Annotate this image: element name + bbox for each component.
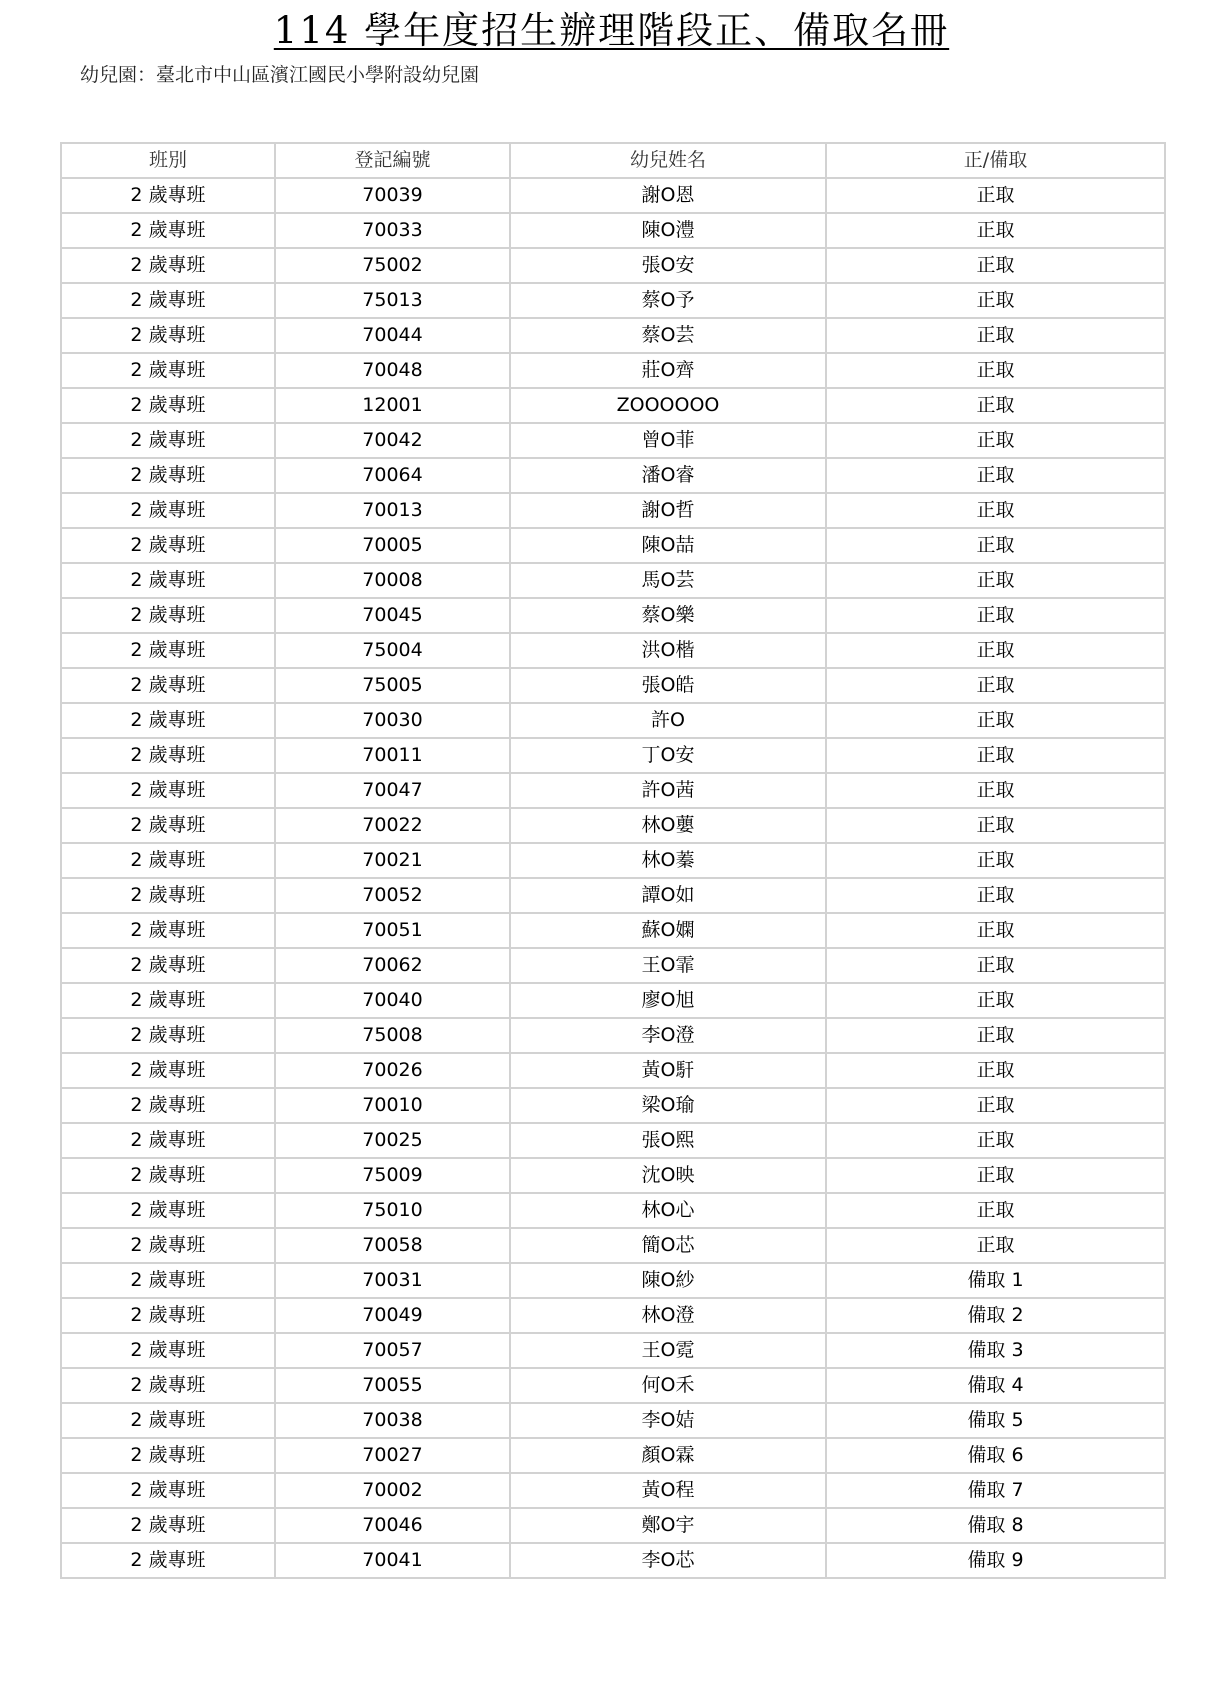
cell-child-name: 蔡O芸 — [510, 318, 826, 353]
cell-class: 2 歲專班 — [61, 1473, 275, 1508]
cell-admission-status: 正取 — [826, 318, 1165, 353]
cell-class: 2 歲專班 — [61, 1053, 275, 1088]
cell-class: 2 歲專班 — [61, 178, 275, 213]
cell-admission-status: 正取 — [826, 773, 1165, 808]
cell-class: 2 歲專班 — [61, 1368, 275, 1403]
table-row — [61, 458, 1165, 493]
cell-child-name: 洪O楷 — [510, 633, 826, 668]
table-row — [61, 388, 1165, 423]
cell-admission-status: 正取 — [826, 563, 1165, 598]
cell-registration-number: 70057 — [275, 1333, 510, 1368]
cell-child-name: 潘O睿 — [510, 458, 826, 493]
cell-registration-number: 70042 — [275, 423, 510, 458]
cell-child-name: 謝O哲 — [510, 493, 826, 528]
cell-registration-number: 70011 — [275, 738, 510, 773]
table-row — [61, 493, 1165, 528]
cell-child-name: 黃O程 — [510, 1473, 826, 1508]
cell-child-name: 何O禾 — [510, 1368, 826, 1403]
table-row — [61, 668, 1165, 703]
cell-registration-number: 70022 — [275, 808, 510, 843]
cell-registration-number: 70021 — [275, 843, 510, 878]
cell-admission-status: 正取 — [826, 703, 1165, 738]
table-row — [61, 808, 1165, 843]
cell-child-name: 譚O如 — [510, 878, 826, 913]
cell-admission-status: 正取 — [826, 1193, 1165, 1228]
cell-class: 2 歲專班 — [61, 1333, 275, 1368]
cell-admission-status: 備取 3 — [826, 1333, 1165, 1368]
cell-child-name: 蘇O嫻 — [510, 913, 826, 948]
cell-admission-status: 正取 — [826, 808, 1165, 843]
table-row — [61, 948, 1165, 983]
cell-class: 2 歲專班 — [61, 563, 275, 598]
cell-registration-number: 75004 — [275, 633, 510, 668]
cell-child-name: 馬O芸 — [510, 563, 826, 598]
cell-child-name: 丁O安 — [510, 738, 826, 773]
cell-registration-number: 70048 — [275, 353, 510, 388]
cell-admission-status: 正取 — [826, 1228, 1165, 1263]
table-row — [61, 598, 1165, 633]
cell-class: 2 歲專班 — [61, 248, 275, 283]
cell-registration-number: 70026 — [275, 1053, 510, 1088]
cell-admission-status: 正取 — [826, 878, 1165, 913]
cell-registration-number: 70062 — [275, 948, 510, 983]
cell-registration-number: 75010 — [275, 1193, 510, 1228]
cell-class: 2 歲專班 — [61, 528, 275, 563]
cell-admission-status: 正取 — [826, 1053, 1165, 1088]
cell-child-name: 李O芯 — [510, 1543, 826, 1578]
cell-child-name: 許O — [510, 703, 826, 738]
cell-class: 2 歲專班 — [61, 1158, 275, 1193]
cell-child-name: 謝O恩 — [510, 178, 826, 213]
table-row — [61, 1158, 1165, 1193]
cell-admission-status: 正取 — [826, 178, 1165, 213]
cell-class: 2 歲專班 — [61, 1298, 275, 1333]
table-row — [61, 318, 1165, 353]
table-row — [61, 1368, 1165, 1403]
cell-child-name: 莊O齊 — [510, 353, 826, 388]
cell-admission-status: 正取 — [826, 913, 1165, 948]
cell-registration-number: 70049 — [275, 1298, 510, 1333]
kindergarten-name: 幼兒園：臺北市中山區濱江國民小學附設幼兒園 — [80, 64, 480, 86]
cell-child-name: 李O澄 — [510, 1018, 826, 1053]
cell-registration-number: 70013 — [275, 493, 510, 528]
cell-registration-number: 70031 — [275, 1263, 510, 1298]
cell-admission-status: 正取 — [826, 353, 1165, 388]
table-row — [61, 1088, 1165, 1123]
cell-class: 2 歲專班 — [61, 738, 275, 773]
cell-child-name: 李O姞 — [510, 1403, 826, 1438]
cell-registration-number: 70041 — [275, 1543, 510, 1578]
cell-admission-status: 正取 — [826, 1123, 1165, 1158]
cell-class: 2 歲專班 — [61, 598, 275, 633]
cell-registration-number: 70052 — [275, 878, 510, 913]
cell-class: 2 歲專班 — [61, 423, 275, 458]
admission-roster-table — [60, 142, 1166, 1579]
cell-class: 2 歲專班 — [61, 703, 275, 738]
cell-child-name: 張O安 — [510, 248, 826, 283]
table-row — [61, 878, 1165, 913]
document-title: 114 學年度招生辦理階段正、備取名冊 — [273, 9, 950, 52]
table-header-row — [61, 143, 1165, 178]
cell-class: 2 歲專班 — [61, 318, 275, 353]
cell-registration-number: 70051 — [275, 913, 510, 948]
table-row — [61, 563, 1165, 598]
table-row — [61, 1543, 1165, 1578]
table-row — [61, 703, 1165, 738]
cell-class: 2 歲專班 — [61, 913, 275, 948]
table-row — [61, 1263, 1165, 1298]
table-row — [61, 283, 1165, 318]
cell-admission-status: 正取 — [826, 528, 1165, 563]
cell-child-name: 蔡O樂 — [510, 598, 826, 633]
cell-registration-number: 70039 — [275, 178, 510, 213]
cell-child-name: 蔡O予 — [510, 283, 826, 318]
cell-admission-status: 正取 — [826, 388, 1165, 423]
cell-admission-status: 正取 — [826, 1158, 1165, 1193]
cell-class: 2 歲專班 — [61, 1228, 275, 1263]
table-row — [61, 983, 1165, 1018]
table-row — [61, 843, 1165, 878]
title-container — [0, 6, 1223, 56]
cell-child-name: 許O茜 — [510, 773, 826, 808]
cell-admission-status: 正取 — [826, 1018, 1165, 1053]
cell-child-name: 鄭O宇 — [510, 1508, 826, 1543]
cell-class: 2 歲專班 — [61, 1438, 275, 1473]
cell-child-name: 張O熙 — [510, 1123, 826, 1158]
cell-admission-status: 備取 5 — [826, 1403, 1165, 1438]
cell-class: 2 歲專班 — [61, 283, 275, 318]
cell-class: 2 歲專班 — [61, 1543, 275, 1578]
cell-admission-status: 正取 — [826, 983, 1165, 1018]
cell-registration-number: 70025 — [275, 1123, 510, 1158]
header-registration-number: 登記編號 — [275, 143, 510, 178]
cell-child-name: 陳O澧 — [510, 213, 826, 248]
cell-admission-status: 備取 1 — [826, 1263, 1165, 1298]
cell-admission-status: 備取 6 — [826, 1438, 1165, 1473]
table-row — [61, 213, 1165, 248]
cell-class: 2 歲專班 — [61, 1193, 275, 1228]
cell-child-name: 林O蘡 — [510, 808, 826, 843]
cell-class: 2 歲專班 — [61, 1088, 275, 1123]
cell-class: 2 歲專班 — [61, 773, 275, 808]
cell-class: 2 歲專班 — [61, 458, 275, 493]
cell-class: 2 歲專班 — [61, 1123, 275, 1158]
table-row — [61, 773, 1165, 808]
cell-registration-number: 70005 — [275, 528, 510, 563]
cell-registration-number: 75009 — [275, 1158, 510, 1193]
cell-class: 2 歲專班 — [61, 353, 275, 388]
cell-class: 2 歲專班 — [61, 633, 275, 668]
table-row — [61, 178, 1165, 213]
table-row — [61, 633, 1165, 668]
cell-class: 2 歲專班 — [61, 948, 275, 983]
cell-admission-status: 備取 2 — [826, 1298, 1165, 1333]
cell-registration-number: 70038 — [275, 1403, 510, 1438]
table-row — [61, 1298, 1165, 1333]
cell-child-name: 林O心 — [510, 1193, 826, 1228]
cell-registration-number: 70045 — [275, 598, 510, 633]
cell-class: 2 歲專班 — [61, 983, 275, 1018]
table-row — [61, 423, 1165, 458]
cell-admission-status: 正取 — [826, 948, 1165, 983]
cell-child-name: 沈O映 — [510, 1158, 826, 1193]
cell-registration-number: 70047 — [275, 773, 510, 808]
cell-class: 2 歲專班 — [61, 388, 275, 423]
table-row — [61, 1473, 1165, 1508]
cell-child-name: 王O霓 — [510, 1333, 826, 1368]
cell-admission-status: 正取 — [826, 738, 1165, 773]
cell-child-name: 廖O旭 — [510, 983, 826, 1018]
cell-class: 2 歲專班 — [61, 808, 275, 843]
cell-child-name: 王O霏 — [510, 948, 826, 983]
cell-admission-status: 正取 — [826, 493, 1165, 528]
cell-admission-status: 正取 — [826, 668, 1165, 703]
table-row — [61, 353, 1165, 388]
cell-child-name: ZOOOOOO — [510, 388, 826, 423]
cell-class: 2 歲專班 — [61, 1403, 275, 1438]
cell-registration-number: 75008 — [275, 1018, 510, 1053]
cell-registration-number: 70064 — [275, 458, 510, 493]
table-row — [61, 248, 1165, 283]
cell-registration-number: 75013 — [275, 283, 510, 318]
cell-registration-number: 70033 — [275, 213, 510, 248]
cell-admission-status: 正取 — [826, 633, 1165, 668]
cell-registration-number: 70008 — [275, 563, 510, 598]
cell-child-name: 陳O紗 — [510, 1263, 826, 1298]
cell-admission-status: 正取 — [826, 458, 1165, 493]
table-row — [61, 1403, 1165, 1438]
table-row — [61, 1508, 1165, 1543]
cell-admission-status: 備取 8 — [826, 1508, 1165, 1543]
cell-class: 2 歲專班 — [61, 1263, 275, 1298]
table-body — [61, 178, 1165, 1578]
cell-registration-number: 12001 — [275, 388, 510, 423]
cell-registration-number: 70030 — [275, 703, 510, 738]
cell-class: 2 歲專班 — [61, 878, 275, 913]
header-admission-status: 正/備取 — [826, 143, 1165, 178]
cell-admission-status: 正取 — [826, 843, 1165, 878]
cell-registration-number: 70027 — [275, 1438, 510, 1473]
cell-class: 2 歲專班 — [61, 493, 275, 528]
cell-admission-status: 正取 — [826, 1088, 1165, 1123]
cell-child-name: 顏O霖 — [510, 1438, 826, 1473]
cell-child-name: 陳O喆 — [510, 528, 826, 563]
cell-admission-status: 備取 9 — [826, 1543, 1165, 1578]
cell-child-name: 曾O菲 — [510, 423, 826, 458]
cell-child-name: 簡O芯 — [510, 1228, 826, 1263]
cell-registration-number: 75002 — [275, 248, 510, 283]
table-row — [61, 1018, 1165, 1053]
table-row — [61, 913, 1165, 948]
cell-registration-number: 75005 — [275, 668, 510, 703]
cell-registration-number: 70002 — [275, 1473, 510, 1508]
table-row — [61, 528, 1165, 563]
cell-admission-status: 正取 — [826, 213, 1165, 248]
cell-admission-status: 正取 — [826, 248, 1165, 283]
table-row — [61, 1053, 1165, 1088]
table-row — [61, 1123, 1165, 1158]
header-child-name: 幼兒姓名 — [510, 143, 826, 178]
cell-class: 2 歲專班 — [61, 843, 275, 878]
cell-admission-status: 正取 — [826, 598, 1165, 633]
cell-registration-number: 70044 — [275, 318, 510, 353]
cell-child-name: 林O蓁 — [510, 843, 826, 878]
cell-registration-number: 70040 — [275, 983, 510, 1018]
cell-registration-number: 70010 — [275, 1088, 510, 1123]
cell-admission-status: 正取 — [826, 283, 1165, 318]
cell-class: 2 歲專班 — [61, 1508, 275, 1543]
cell-registration-number: 70046 — [275, 1508, 510, 1543]
table-row — [61, 738, 1165, 773]
table-row — [61, 1193, 1165, 1228]
cell-admission-status: 正取 — [826, 423, 1165, 458]
cell-child-name: 張O皓 — [510, 668, 826, 703]
cell-registration-number: 70058 — [275, 1228, 510, 1263]
cell-admission-status: 備取 7 — [826, 1473, 1165, 1508]
cell-child-name: 黃O馯 — [510, 1053, 826, 1088]
cell-child-name: 林O澄 — [510, 1298, 826, 1333]
cell-registration-number: 70055 — [275, 1368, 510, 1403]
table-row — [61, 1228, 1165, 1263]
cell-class: 2 歲專班 — [61, 1018, 275, 1053]
table-row — [61, 1333, 1165, 1368]
cell-admission-status: 備取 4 — [826, 1368, 1165, 1403]
cell-class: 2 歲專班 — [61, 668, 275, 703]
cell-child-name: 梁O瑜 — [510, 1088, 826, 1123]
cell-class: 2 歲專班 — [61, 213, 275, 248]
table-row — [61, 1438, 1165, 1473]
header-class: 班別 — [61, 143, 275, 178]
